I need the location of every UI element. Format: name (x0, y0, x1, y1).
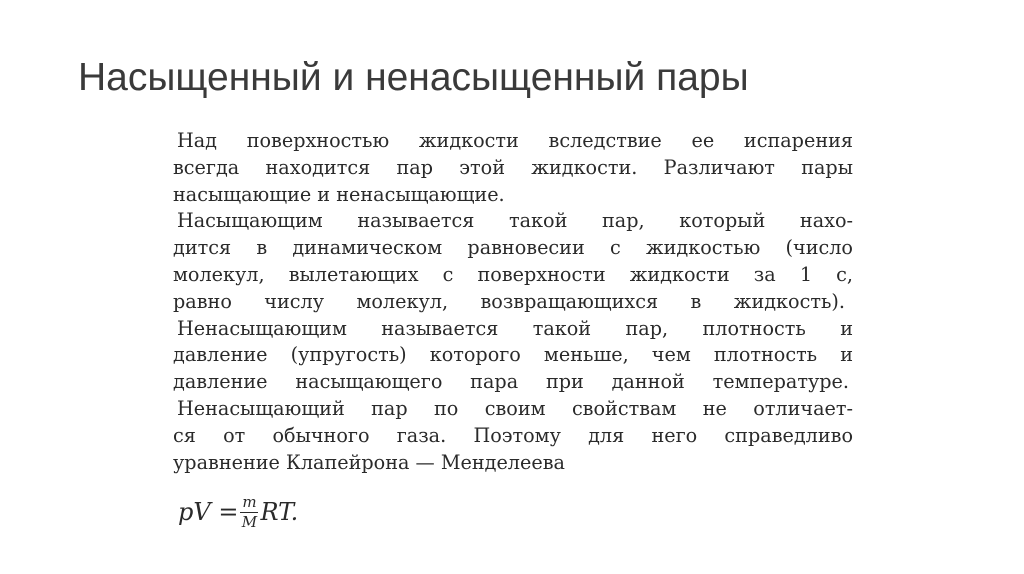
text-line: ся от обычного газа. Поэтому для него справедливо (173, 423, 853, 447)
text-line: всегда находится пар этой жидкости. Различают пары (173, 155, 853, 179)
slide-title: Насыщенный и ненасыщенный пары (78, 56, 749, 99)
text-line: давление насыщающего пара при данной температуре. (173, 370, 849, 394)
text-line: равно числу молекул, возвращающихся в жидкость). (173, 289, 845, 313)
text-line: Ненасыщающий пар по своим свойствам не отличает- (177, 396, 853, 420)
text-line: уравнение Клапейрона — Менделеева (173, 450, 565, 474)
text-line: дится в динамическом равновесии с жидкостью (число (173, 236, 853, 260)
text-line: давление (упругость) которого меньше, чем плотность и (173, 343, 853, 367)
scanned-text-block (173, 128, 853, 476)
text-line: Насыщающим называется такой пар, который нахо- (177, 209, 853, 233)
text-line: насыщающие и ненасыщающие. (173, 182, 505, 206)
formula-rhs: RT. (260, 498, 299, 526)
formula-numerator: m (242, 493, 257, 511)
formula-lhs: pV = (178, 498, 239, 526)
formula-fraction (240, 494, 258, 530)
text-line: молекул, вылетающих с поверхности жидкости за 1 с, (173, 262, 853, 286)
text-line: Ненасыщающим называется такой пар, плотность и (177, 316, 853, 340)
clapeyron-mendeleev-formula (178, 484, 298, 540)
formula-denominator: M (241, 513, 258, 531)
text-line: Над поверхностью жидкости вследствие ее испарения (177, 129, 853, 152)
